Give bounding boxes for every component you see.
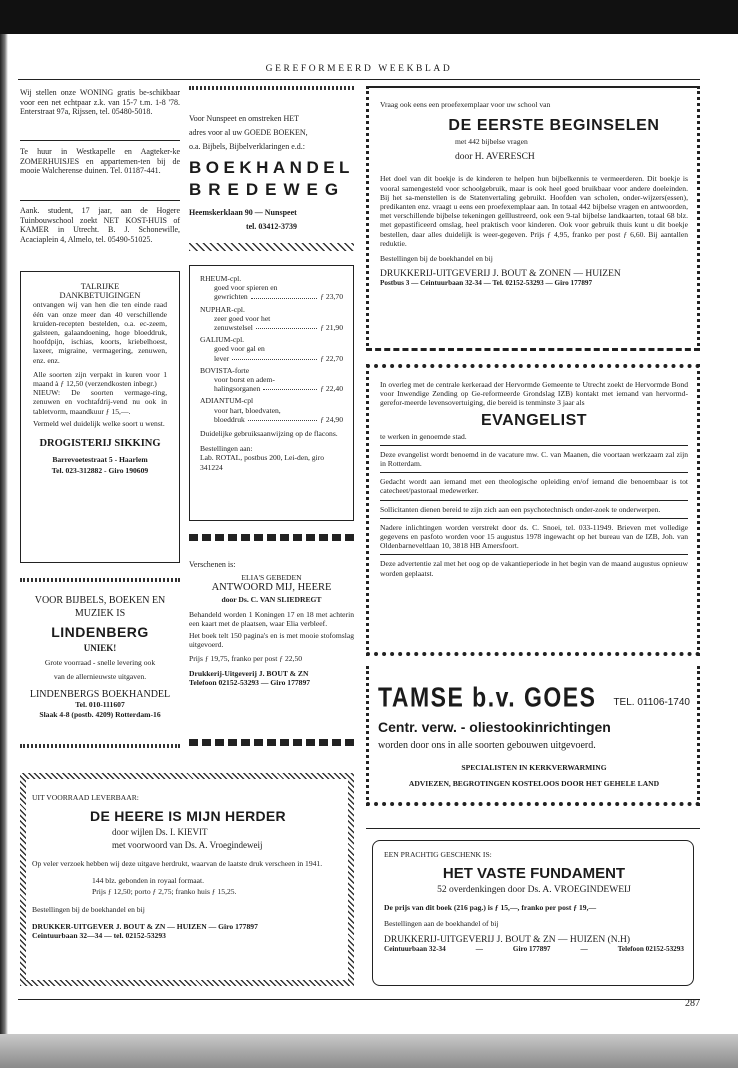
checker-border-bottom [189,739,354,746]
herder-specs: 144 blz. gebonden in royaal formaat. [92,876,204,886]
tamse-line-1: Centr. verw. - oliestookinrichtingen [378,719,611,735]
leader-dots [248,415,317,421]
ad-herder [32,793,344,940]
wavy-border-top [189,86,354,90]
page-number: 287 [685,998,700,1009]
divider [380,472,688,473]
herder-desc: Op veler verzoek hebben wij deze uitgave herdrukt, waarvan de laatste druk verscheen in 1941. [32,859,323,869]
rotal-product-name: BOVISTA-forte [200,365,250,375]
rotal-product [200,396,343,424]
rotal-product-name: NUPHAR-cpl. [200,304,245,314]
antwoord-desc-1: Behandeld worden 1 Koningen 17 en 18 met achterin een kaart met de plaatsen, waar Elia verbleef. [189,609,354,628]
running-head: GEREFORMEERD WEEKBLAD [265,64,453,74]
beginselen-order: Bestellingen bij de boekhandel en bij [380,254,493,264]
tamse-tel: TEL. 01106-1740 [613,697,690,708]
evangelist-p6: Deze advertentie zal met het oog op de vakantieperiode in het begin van de maand augustus opnieuw worden geplaatst. [380,559,688,578]
scan-bottom-border [0,1034,738,1068]
leader-dots [232,354,317,360]
herder-price: Prijs ƒ 12,50; porto ƒ 2,75; franko huis ƒ 15,25. [92,887,237,897]
rotal-product [200,274,343,302]
fundament-dash: — [475,944,483,953]
rotal-product-desc: voor borst en adem- [214,375,275,385]
tamse-line-4: ADVIEZEN, BEGROTINGEN KOSTELOOS DOOR HET GEHELE LAND [408,779,660,789]
divider [20,140,180,141]
sikking-body-1: ontvangen wij van hen die ten einde raad één van onze meer dan 40 verschillende kruiden-recepten bestelden, o.a. ec-zeem, galsteen, galaandoening, hoge bloeddruk, hoofdpijn, ischias, koorts, kriebelhoest, laxeer, migraine, vermagering, zenuwen, enz. enz. [33,300,167,365]
header-rule [18,79,700,80]
leader-dots [263,384,317,390]
herder-address: Ceintuurbaan 32—34 — tel. 02152-53293 [32,931,166,941]
rotal-product-desc: voor hart, bloedvaten, [214,405,281,415]
rotal-product-desc-2: zenuwstelsel [214,323,253,333]
lindenberg-shop: LINDENBERGS BOEKHANDEL [29,689,171,701]
herder-title: DE HEERE IS MIJN HERDER [90,808,286,825]
sikking-address: Barrevoetestraat 5 - Haarlem [52,455,148,465]
ad-zomerhuisjes: Te huur in Westkapelle en Aagteker-ke ZOMERHUISJES en appartemen-ten bij de mooie Walcherense duinen. Tel. 01187-441. [20,147,180,176]
divider [380,554,688,555]
rotal-product-price-row [200,323,343,332]
evangelist-p5: Nadere inlichtingen worden verstrekt door ds. C. Snoei, tel. 033-11949. Brieven met volledige gegevens en pasfoto worden voor 15 augustus 1978 ingewacht op het bureau van de IZB, Joh. van Oldenbarneveltlaan 10, 3818 HB Amersfoort. [380,522,688,551]
ad-tamse [378,681,690,789]
scan-left-edge [0,34,8,1034]
sikking-body-2: Alle soorten zijn verpakt in kuren voor 1 maand à ƒ 12,50 (verzendkosten inbegr.) [33,369,167,389]
ad-woning: Wij stellen onze WONING gratis be-schikbaar voor een net echtpaar z.k. van 15-7 t.m. 1-8 '78. Enterstraat 97a, Rijssen, tel. 05480-5018. [20,88,180,117]
rotal-product-desc: goed voor gal en [214,344,265,354]
fundament-address-3: Telefoon 02152-53293 [617,944,684,953]
lindenberg-name: LINDENBERG [51,624,149,640]
lindenberg-line-3: Grote voorraad - snelle levering ook [44,658,156,667]
herder-order: Bestellingen bij de boekhandel en bij [32,904,145,914]
lindenberg-line-2: MUZIEK IS [74,608,126,619]
herder-label: UIT VOORRAAD LEVERBAAR: [32,793,139,802]
rotal-product-desc-2: lever [214,353,230,363]
rotal-product-desc: goed voor spieren en [214,283,278,293]
fundament-price: De prijs van dit boek (216 pag.) is ƒ 15,—, franko per post ƒ 19,— [384,903,597,913]
herder-foreword: met voorwoord van Ds. A. Vroegindeweij [112,840,263,851]
rotal-product [200,305,343,333]
rotal-order-1: Bestellingen aan: [200,444,253,454]
fundament-author: 52 overdenkingen door Ds. A. VROEGINDEWEIJ [437,885,631,896]
sikking-name: DROGISTERIJ SIKKING [39,438,161,450]
rotal-product [200,366,343,394]
fundament-dash: — [580,944,588,953]
rotal-product-name: GALIUM-cpl. [200,335,245,345]
checker-border-top [189,534,354,541]
rotal-product-list [200,274,343,424]
leader-dots [256,323,317,329]
fundament-order: Bestellingen aan de boekhandel of bij [384,919,499,929]
bredeweg-address: Heemskerklaan 90 — Nunspeet [189,208,297,217]
bredeweg-tel: tel. 03412-3739 [245,222,298,232]
ad-antwoord [189,560,354,687]
sikking-heading-2: DANKBETUIGINGEN [59,291,141,301]
footer-rule [18,999,700,1000]
ad-rotal [189,265,354,521]
fundament-title: HET VASTE FUNDAMENT [442,865,626,883]
tamse-line-2: worden door ons in alle soorten gebouwen uitgevoerd. [378,740,596,751]
wavy-border-top [20,578,180,582]
antwoord-subtitle: ELIA'S GEBEDEN [241,573,302,583]
rotal-product-name: RHEUM-cpl. [200,274,242,283]
rotal-product-price-row [200,415,343,424]
beginselen-title: DE EERSTE BEGINSELEN [448,117,660,135]
ad-lindenberg [20,594,180,719]
divider [380,445,688,446]
rotal-product-desc-2: halingsorganen [214,384,261,394]
rotal-product-price: ƒ 22,40 [320,384,343,394]
zigzag-border [189,243,354,251]
beginselen-subtitle: met 442 bijbelse vragen [455,137,528,147]
evangelist-p4: Sollicitanten dienen bereid te zijn zich aan een psychotechnisch onder-zoek te onderwerpen. [380,504,661,514]
fundament-label: EEN PRACHTIG GESCHENK IS: [384,850,492,859]
bredeweg-intro-3: o.a. Bijbels, Bijbelverklaringen e.d.: [189,142,305,151]
evangelist-p2: Deze evangelist wordt benoemd in de vacature mw. C. van Maanen, die voortaan werkzaam zal zijn in Rotterdam. [380,449,688,469]
bredeweg-name-2: BREDEWEG [189,180,346,199]
tamse-line-3: SPECIALISTEN IN KERKVERWARMING [461,763,607,772]
evangelist-p1: te werken in genoemde stad. [380,431,467,441]
rotal-product-price-row [200,354,343,363]
lindenberg-tel: Tel. 010-111607 [75,700,125,710]
sikking-body-4: Vermeld wel duidelijk welke soort u wenst. [33,418,165,428]
divider [366,828,700,829]
sikking-tel: Tel. 023-312882 - Giro 190609 [51,466,149,476]
ad-fundament [384,850,684,954]
sikking-heading-1: TALRIJKE [80,282,120,291]
scan-top-border [0,0,738,34]
antwoord-verschenen: Verschenen is: [189,560,236,569]
ad-kamer: Aank. student, 17 jaar, aan de Hogere Tuinbouwschool zoekt NET KOST-HUIS of KAMER in Utrecht. B. J. Schonewille, Acaciaplein 4, Almelo, tel. 05490-51025. [20,206,180,244]
bredeweg-intro-1: Voor Nunspeet en omstreken HET [189,114,300,123]
rotal-order-2: Lab. ROTAL, postbus 200, Lei-den, giro 341224 [200,453,325,472]
fundament-publisher: DRUKKERIJ-UITGEVERIJ J. BOUT & ZN — HUIZEN (N.H) [384,934,631,945]
rotal-product-price-row [200,384,343,393]
leader-dots [251,292,317,298]
herder-author: door wijlen Ds. I. KIEVIT [112,827,208,838]
rotal-product-price: ƒ 23,70 [320,292,343,302]
rotal-product-desc-2: gewrichten [214,292,248,302]
evangelist-title: EVANGELIST [480,411,588,429]
rotal-note: Duidelijke gebruiksaanwijzing op de flacons. [200,429,338,439]
bredeweg-name-1: BOEKHANDEL [189,158,354,177]
rotal-product-price: ƒ 21,90 [320,323,343,333]
antwoord-tel: Telefoon 02152-53293 — Giro 177897 [189,677,311,687]
fundament-address-1: Ceintuurbaan 32-34 [384,944,446,953]
sikking-body-3: NIEUW: De soorten vermage-ring, zenuwen en vochtafdrij-vend nu ook in tabletvorm, maandkuur ƒ 15,—. [33,388,167,416]
rotal-product-price: ƒ 24,90 [320,414,343,424]
beginselen-publisher: DRUKKERIJ-UITGEVERIJ J. BOUT & ZONEN — HUIZEN [380,269,621,280]
beginselen-intro: Vraag ook eens een proefexemplaar voor uw school van [380,100,551,109]
evangelist-p3: Gedacht wordt aan iemand met een theologische opleiding en/of iemand die benoembaar is tot catecheet/pastoraal medewerker. [380,477,688,496]
ad-sikking [20,271,180,563]
antwoord-publisher: Drukkerij-Uitgeverij J. BOUT & ZN [189,668,309,678]
antwoord-desc-2: Het boek telt 150 pagina's en is met mooie stofomslag uitgevoerd. [189,631,354,650]
rotal-product-price: ƒ 22,70 [320,353,343,363]
rotal-product-name: ADIANTUM-cpl [200,396,254,406]
lindenberg-uniek: UNIEK! [83,643,117,653]
lindenberg-line-4: van de allernieuwste uitgaven. [53,672,147,682]
evangelist-intro: In overleg met de centrale kerkeraad der Hervormde Gemeente te Utrecht zoekt de Hervormde Bond voor Inwendige Zending op Ge-reformeerde Grondslag IZB) kontakt met iemand van hervormd-gerefor-meerde levensovertuiging, die bereid is tenminste 3 jaar als [380,380,688,408]
divider [20,200,180,201]
herder-publisher: DRUKKER-UITGEVER J. BOUT & ZN — HUIZEN — Giro 177897 [32,921,258,931]
tamse-name: TAMSE b.v. GOES [378,681,597,713]
ad-evangelist [380,380,688,578]
antwoord-author: door Ds. C. VAN SLIEDREGT [221,595,322,605]
rotal-product-desc: zeer goed voor het [214,313,271,323]
ad-beginselen [380,100,688,288]
beginselen-address: Postbus 3 — Ceintuurbaan 32-34 — Tel. 02152-53293 — Giro 177897 [380,279,593,288]
divider [380,518,688,519]
lindenberg-address: Slaak 4-8 (postb. 4209) Rotterdam-16 [39,709,161,719]
antwoord-title: ANTWOORD MIJ, HEERE [211,582,332,594]
ad-bredeweg [189,112,354,231]
fundament-address-2: Giro 177897 [512,944,551,953]
tamse-header [378,681,690,713]
fundament-address-row [384,945,684,954]
beginselen-author: door H. AVERESCH [455,152,535,163]
rotal-product [200,335,343,363]
rotal-product-price-row [200,292,343,301]
lindenberg-line-1: VOOR BIJBELS, BOEKEN EN [34,595,166,606]
beginselen-body: Het doel van dit boekje is de kinderen te helpen hun bijbelkennis te vermeerderen. Dit boekje is vooral samengesteld voor schoolgebruik, maar is ook heel goed bruikbaar voor andere doeleinden. Bij het sa-menstellen is de Statenvertaling gebruikt. Hoofden van scholen, onder-wijzers(essen), predikanten enz. vraagt u eens een proefexemplaar aan. In totaal 442 bijbelse vragen en antwoorden, met verschillende bijbelse tekeningen geïllustreerd, ook een 9-tal bijbelse landkaarten, totaal 68 blz. met gepastificeerd omslag, heel praktisch voor kinderen. Ook voor gebruik thuis kunt u dit boekje bestellen, daar alles duidelijk is weer-gegeven. Prijs ƒ 4,95, franko per post ƒ 6,60. Bij aantallen reduktie. [380,174,688,248]
antwoord-price: Prijs ƒ 19,75, franko per post ƒ 22,50 [189,654,303,664]
rotal-product-desc-2: bloeddruk [214,414,245,424]
bredeweg-intro-2: adres voor al uw GOEDE BOEKEN, [189,128,308,137]
divider [380,500,688,501]
wavy-border-bottom [20,744,180,748]
